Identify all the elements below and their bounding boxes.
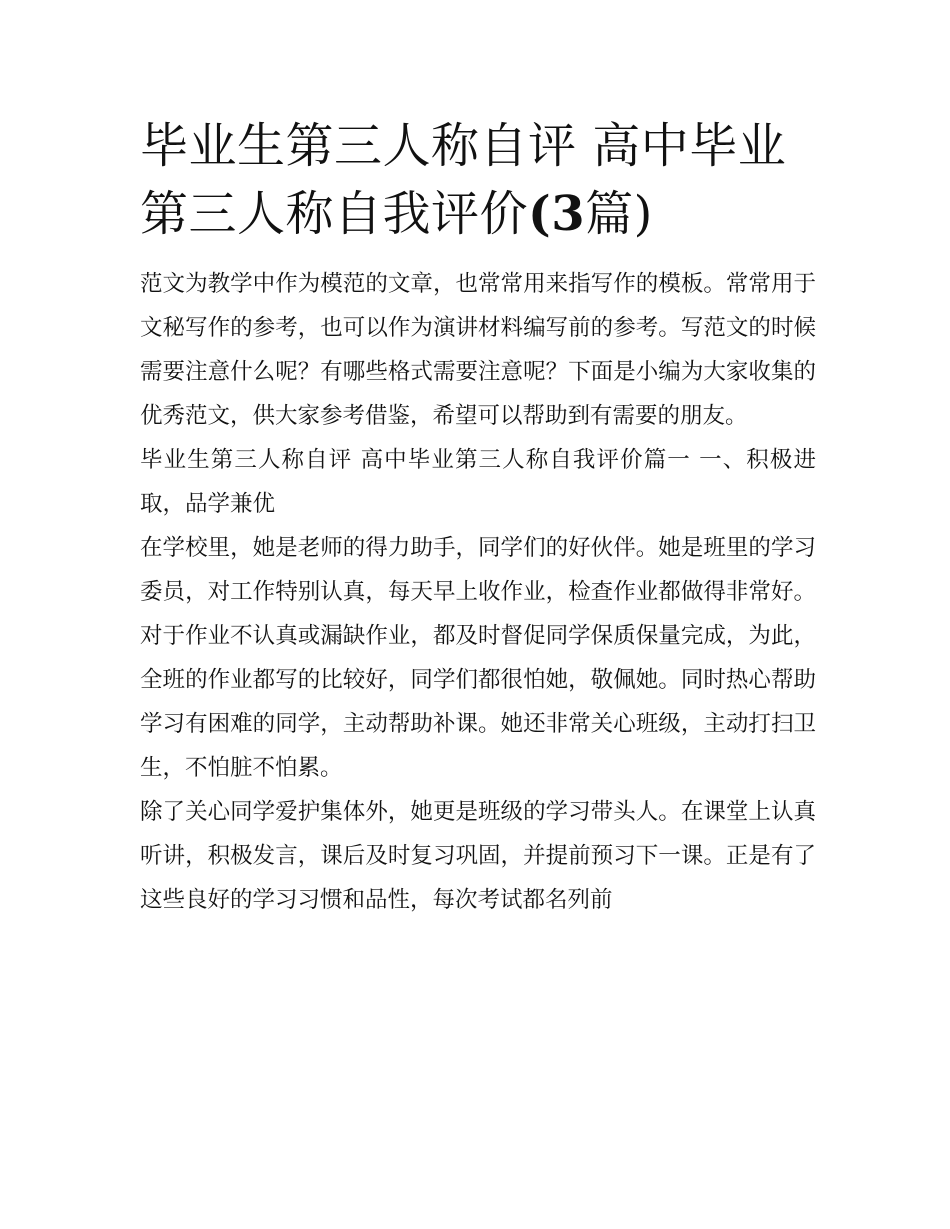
title-spacer <box>140 248 816 262</box>
paragraph-section-heading: 毕业生第三人称自评 高中毕业第三人称自我评价篇一 一、积极进取，品学兼优 <box>140 447 816 517</box>
paragraph-intro: 范文为教学中作为模范的文章，也常常用来指写作的模板。常常用于文秘写作的参考，也可以作为演讲材料编写前的参考。写范文的时候需要注意什么呢？有哪些格式需要注意呢？下面是小编为大家收集的优秀范文，供大家参考借鉴，希望可以帮助到有需要的朋友。 <box>140 271 816 429</box>
paragraph-body-1: 在学校里，她是老师的得力助手，同学们的好伙伴。她是班里的学习委员，对工作特别认真，每天早上收作业，检查作业都做得非常好。对于作业不认真或漏缺作业，都及时督促同学保质保量完成，为此，全班的作业都写的比较好，同学们都很怕她，敬佩她。同时热心帮助学习有困难的同学，主动帮助补课。她还非常关心班级，主动打扫卫生，不怕脏不怕累。 <box>140 535 816 781</box>
title-suffix: 篇) <box>585 186 653 242</box>
document-body <box>140 112 816 922</box>
title-text: 毕业生第三人称自评 高中毕业第三人称自我评价 <box>140 118 787 242</box>
document-title <box>140 112 816 248</box>
title-count: (3 <box>528 186 586 242</box>
paragraph-body-2: 除了关心同学爱护集体外，她更是班级的学习带头人。在课堂上认真听讲，积极发言，课后及时复习巩固，并提前预习下一课。正是有了这些良好的学习习惯和品性，每次考试都名列前 <box>140 799 816 913</box>
